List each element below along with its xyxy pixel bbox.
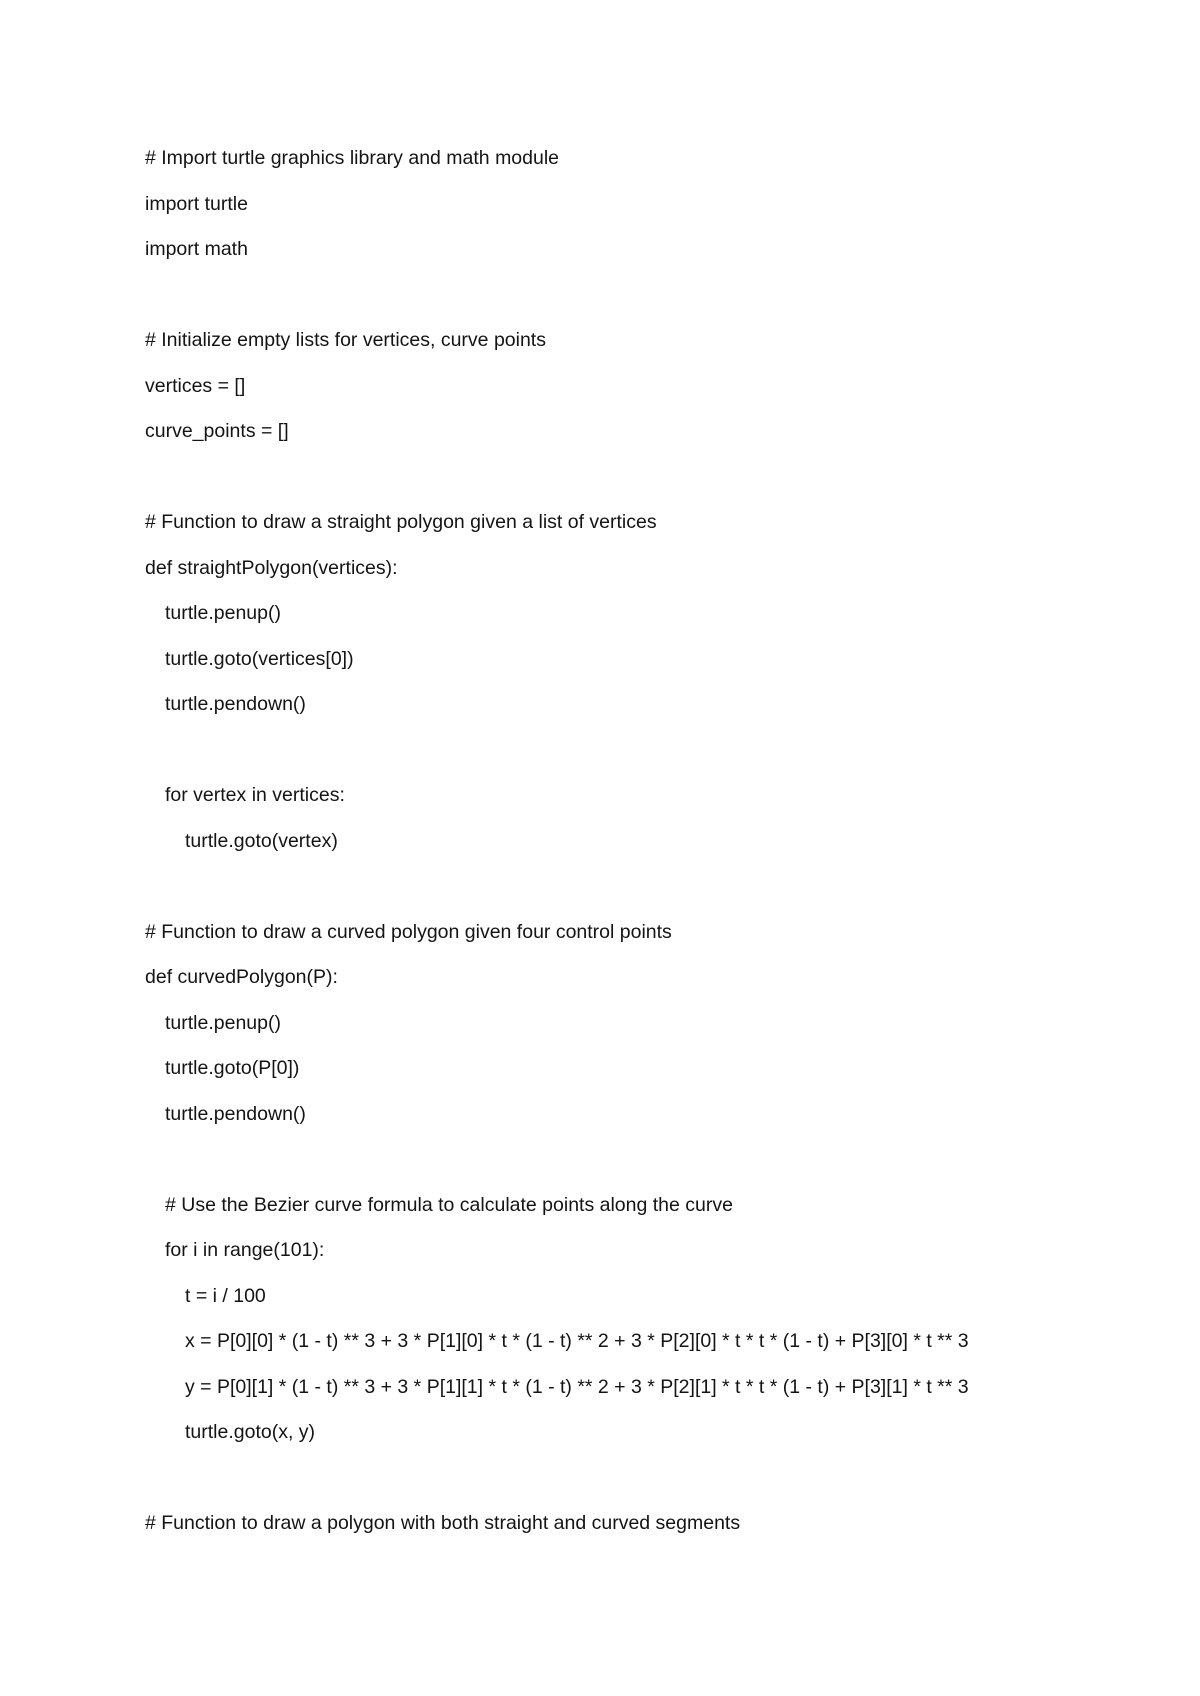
- code-line: curve_points = []: [145, 420, 289, 442]
- blank-line: [145, 1145, 969, 1191]
- blank-line: [145, 872, 969, 918]
- code-listing: [145, 144, 969, 1555]
- code-line: turtle.penup(): [165, 1011, 281, 1034]
- code-line: # Initialize empty lists for vertices, curve points: [145, 329, 546, 351]
- code-line: # Use the Bezier curve formula to calculate points along the curve: [165, 1193, 733, 1216]
- blank-line: [145, 463, 969, 509]
- blank-line: [145, 281, 969, 327]
- code-line: turtle.penup(): [165, 602, 281, 624]
- code-line: turtle.goto(x, y): [185, 1421, 316, 1443]
- code-line: # Import turtle graphics library and math module: [145, 147, 560, 169]
- code-line: import math: [145, 238, 248, 260]
- code-line: def curvedPolygon(P):: [145, 966, 338, 988]
- code-line: # Function to draw a curved polygon given four control points: [145, 920, 672, 943]
- code-line: # Function to draw a straight polygon given a list of vertices: [145, 511, 657, 533]
- code-line: import turtle: [145, 192, 248, 215]
- code-line: vertices = []: [145, 374, 246, 397]
- code-line: def straightPolygon(vertices):: [145, 556, 398, 579]
- code-line: for vertex in vertices:: [165, 784, 345, 806]
- code-line: for i in range(101):: [165, 1239, 325, 1261]
- code-line: # Function to draw a polygon with both straight and curved segments: [145, 1512, 741, 1534]
- blank-line: [145, 1464, 969, 1510]
- blank-line: [145, 736, 969, 782]
- code-line: turtle.goto(P[0]): [165, 1057, 300, 1079]
- code-line: t = i / 100: [185, 1284, 266, 1307]
- code-line: turtle.goto(vertices[0]): [165, 647, 354, 670]
- code-line: x = P[0][0] * (1 - t) ** 3 + 3 * P[1][0] * t * (1 - t) ** 2 + 3 * P[2][0] * t * t * (1 - t) + P[3][0] * t ** 3: [185, 1330, 969, 1352]
- code-line: turtle.goto(vertex): [185, 829, 338, 852]
- code-line: turtle.pendown(): [165, 1102, 306, 1125]
- code-line: turtle.pendown(): [165, 693, 306, 715]
- code-line: y = P[0][1] * (1 - t) ** 3 + 3 * P[1][1] * t * (1 - t) ** 2 + 3 * P[2][1] * t * t * (1 - t) + P[3][1] * t ** 3: [185, 1375, 969, 1398]
